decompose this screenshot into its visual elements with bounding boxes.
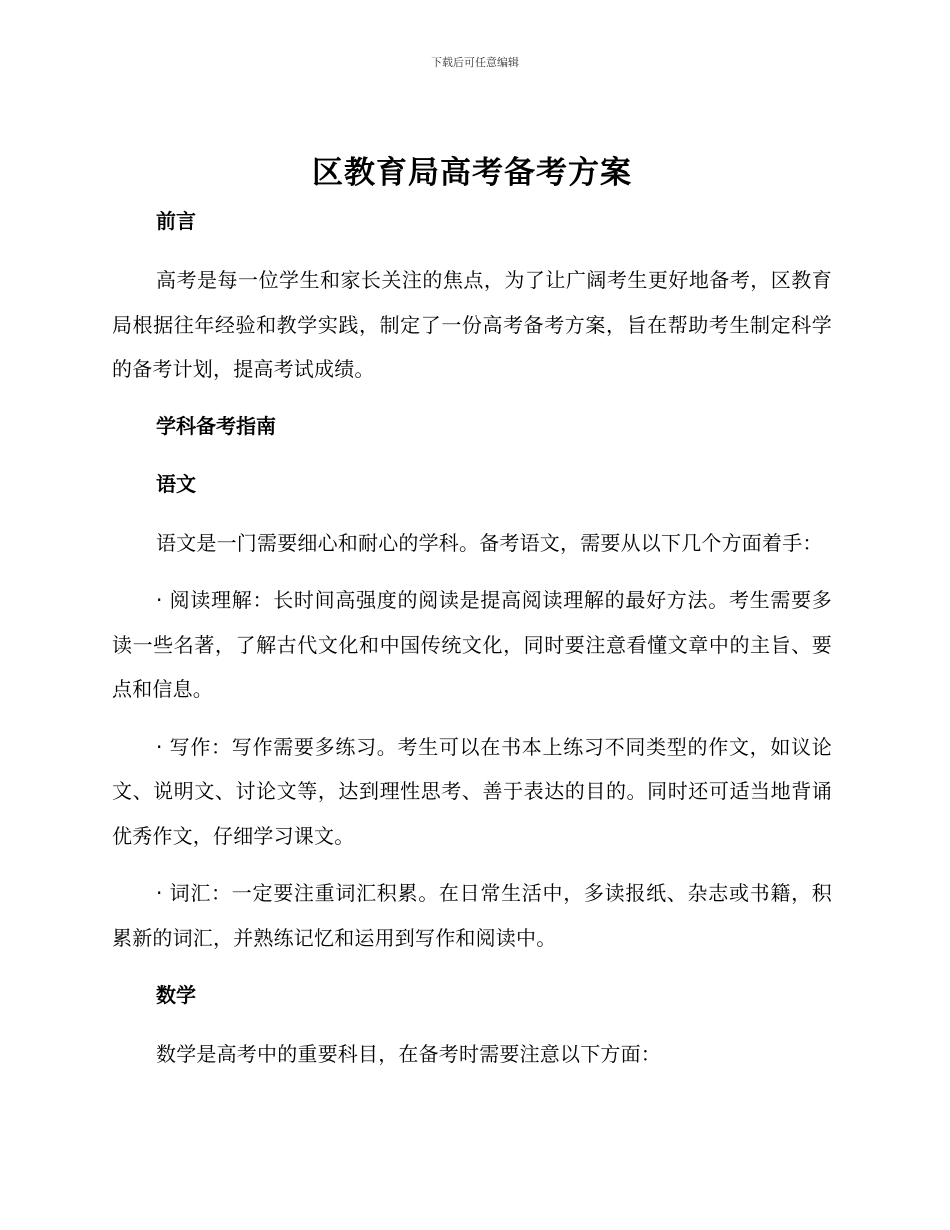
chinese-vocab-item: · 词汇：一定要注重词汇积累。在日常生活中，多读报纸、杂志或书籍，积累新的词汇，并熟练记忆和运用到写作和阅读中。 (112, 881, 832, 950)
subject-guide-heading: 学科备考指南 (156, 413, 276, 438)
chinese-heading: 语文 (156, 471, 196, 496)
page-header-note: 下载后可任意编辑 (431, 56, 519, 69)
chinese-intro-paragraph: 语文是一门需要细心和耐心的学科。备考语文，需要从以下几个方面着手： (156, 530, 823, 555)
math-heading: 数学 (156, 983, 196, 1007)
math-intro-paragraph: 数学是高考中的重要科目，在备考时需要注意以下方面： (156, 1042, 661, 1066)
preface-heading: 前言 (156, 209, 196, 233)
preface-paragraph: 高考是每一位学生和家长关注的焦点，为了让广阔考生更好地备考，区教育局根据往年经验和教学实践，制定了一份高考备考方案，旨在帮助考生制定科学的备考计划，提高考试成绩。 (112, 268, 832, 381)
document-title: 区教育局高考备考方案 (312, 155, 632, 191)
chinese-reading-item: · 阅读理解：长时间高强度的阅读是提高阅读理解的最好方法。考生需要多读一些名著，了解古代文化和中国传统文化，同时要注意看懂文章中的主旨、要点和信息。 (112, 588, 832, 701)
chinese-writing-item: · 写作：写作需要多练习。考生可以在书本上练习不同类型的作文，如议论文、说明文、讨论文等，达到理性思考、善于表达的目的。同时还可适当地背诵优秀作文，仔细学习课文。 (112, 734, 832, 848)
document-body (112, 150, 832, 1077)
